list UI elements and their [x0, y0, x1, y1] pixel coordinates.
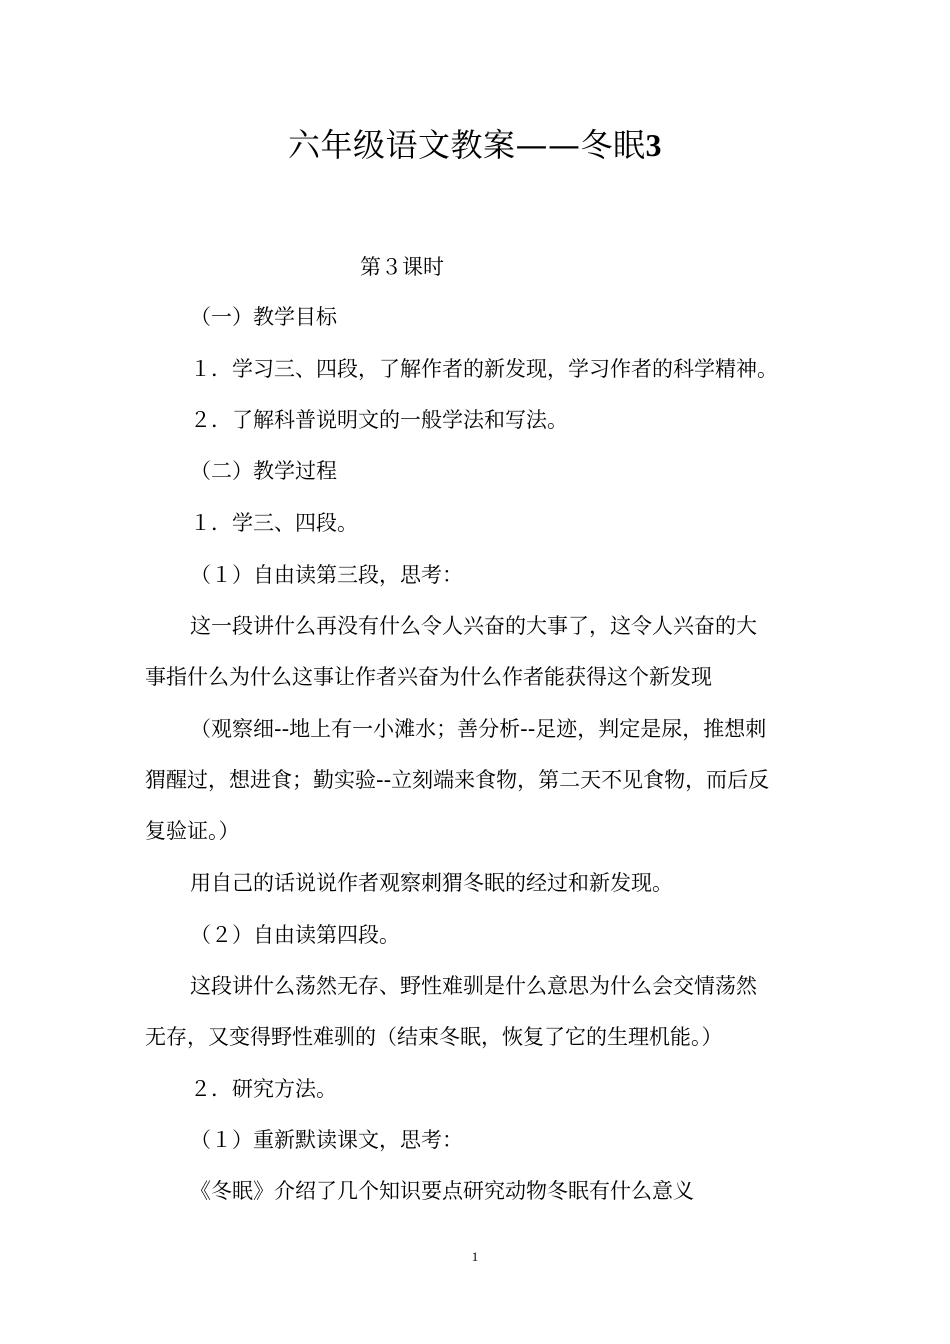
process-substep-2: （２）自由读第四段。 [190, 923, 400, 947]
page-number: 1 [471, 1249, 479, 1264]
section-heading-process: （二）教学过程 [190, 459, 337, 483]
paragraph-line: 用自己的话说说作者观察刺猬冬眠的经过和新发现。 [190, 871, 673, 895]
goal-item-2: ２．了解科普说明文的一般学法和写法。 [190, 408, 568, 432]
process-substep-1: （１）自由读第三段，思考： [190, 563, 463, 587]
lesson-heading: 第３课时 [360, 255, 444, 279]
process-step-1: １．学三、四段。 [190, 511, 358, 535]
process-step-2: ２．研究方法。 [190, 1077, 337, 1101]
process-substep-3: （１）重新默读课文，思考： [190, 1128, 463, 1152]
title-number: 3 [645, 127, 662, 163]
goal-item-1: １．学习三、四段，了解作者的新发现，学习作者的科学精神。 [190, 357, 778, 381]
paragraph-line: 复验证。） [145, 819, 240, 843]
paragraph-line: 猬醒过，想进食；勤实验--立刻端来食物，第二天不见食物，而后反 [145, 768, 770, 792]
paragraph-line: 《冬眠》介绍了几个知识要点研究动物冬眠有什么意义 [190, 1179, 694, 1203]
document-title [0, 122, 950, 168]
paragraph-line: 这一段讲什么再没有什么令人兴奋的大事了，这令人兴奋的大 [190, 614, 757, 638]
paragraph-line: 事指什么为什么这事让作者兴奋为什么作者能获得这个新发现 [145, 665, 712, 689]
title-text: 六年级语文教案——冬眠 [287, 126, 646, 164]
section-heading-goals: （一）教学目标 [190, 305, 337, 329]
paragraph-line: （观察细--地上有一小滩水；善分析--足迹，判定是尿，推想刺 [190, 717, 767, 741]
paragraph-line: 无存，又变得野性难驯的（结束冬眠，恢复了它的生理机能。） [145, 1025, 723, 1049]
paragraph-line: 这段讲什么荡然无存、野性难驯是什么意思为什么会交情荡然 [190, 974, 757, 998]
